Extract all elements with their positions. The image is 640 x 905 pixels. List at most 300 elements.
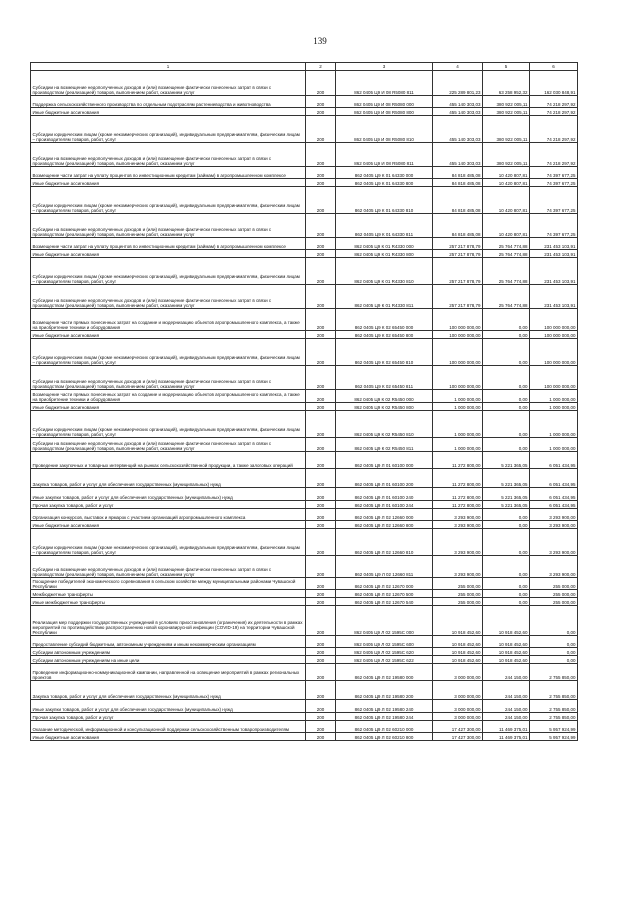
row-value-cell: 100 000 000,00 bbox=[433, 331, 483, 339]
table-row bbox=[31, 700, 578, 713]
row-value-cell: 3 293 900,00 bbox=[433, 521, 483, 529]
row-value-cell: 5 221 365,05 bbox=[483, 452, 530, 469]
table-row bbox=[31, 116, 578, 143]
row-code-cell: 200 bbox=[306, 71, 336, 96]
row-code-cell: 200 bbox=[306, 179, 336, 187]
row-value-cell: 10 918 452,60 bbox=[433, 648, 483, 656]
row-value-cell: 3 293 900,00 bbox=[433, 529, 483, 556]
table-row bbox=[31, 411, 578, 438]
row-kbk-cell: 862 0405 Ц9 Л 02 60210 800 bbox=[336, 733, 433, 741]
row-value-cell: 84 818 485,08 bbox=[433, 214, 483, 238]
table-row bbox=[31, 309, 578, 331]
row-value-cell: 100 000 000,00 bbox=[433, 309, 483, 331]
row-name-cell: Реализация мер поддержки государственных учреждений в условиях приостановления (ограничения) их деятельности в рамках мероприятий по противодействию распространению новой коронавирусной инфекции (COVID-19) на территории Чувашской Республики bbox=[31, 606, 306, 636]
table-row bbox=[31, 681, 578, 700]
row-value-cell: 255 000,00 bbox=[433, 590, 483, 598]
row-value-cell: 162 030 848,91 bbox=[530, 71, 578, 96]
row-kbk-cell: 862 0405 Ц9 К 01 64330 000 bbox=[336, 167, 433, 179]
row-name-cell: Субсидии юридическим лицам (кроме некоммерческих организаций), индивидуальным предпринимателям, физическим лицам – производителям товаров, работ, услуг bbox=[31, 529, 306, 556]
row-value-cell: 1 000 000,00 bbox=[530, 411, 578, 438]
row-code-cell: 200 bbox=[306, 521, 336, 529]
row-kbk-cell: 862 0405 Ц9 Л 02 12660 800 bbox=[336, 521, 433, 529]
row-name-cell: Субсидии юридическим лицам (кроме некоммерческих организаций), индивидуальным предпринимателям, физическим лицам – производителям товаров, работ, услуг bbox=[31, 339, 306, 366]
row-value-cell: 3 000 000,00 bbox=[433, 700, 483, 713]
row-value-cell: 25 764 774,88 bbox=[483, 238, 530, 250]
row-kbk-cell: 862 0405 Ц9 Л 02 12670 000 bbox=[336, 578, 433, 590]
row-value-cell: 10 918 452,60 bbox=[483, 606, 530, 636]
row-value-cell: 11 272 800,00 bbox=[433, 488, 483, 501]
row-value-cell: 0,00 bbox=[530, 648, 578, 656]
column-header: 1 bbox=[31, 63, 306, 71]
row-value-cell: 74 218 297,92 bbox=[530, 143, 578, 167]
row-kbk-cell: 862 0405 Ц9 И 08 R5080 000 bbox=[336, 96, 433, 108]
row-name-cell: Субсидии на возмещение недополученных доходов и (или) возмещение фактически понесенных затрат в связи с производством (реализацией) товаров, выполнением работ, оказанием услуг bbox=[31, 214, 306, 238]
table-row bbox=[31, 590, 578, 598]
row-code-cell: 200 bbox=[306, 285, 336, 309]
row-value-cell: 17 427 300,00 bbox=[433, 721, 483, 733]
row-value-cell: 100 000 000,00 bbox=[530, 331, 578, 339]
row-name-cell: Оказание методической, информационной и консультационной поддержки сельскохозяйственным товаропроизводителям bbox=[31, 721, 306, 733]
row-value-cell: 244 150,00 bbox=[483, 681, 530, 700]
row-value-cell: 0,00 bbox=[483, 521, 530, 529]
row-code-cell: 200 bbox=[306, 403, 336, 411]
row-code-cell: 200 bbox=[306, 214, 336, 238]
row-value-cell: 0,00 bbox=[483, 438, 530, 452]
row-kbk-cell: 862 0405 Ц9 И 08 R5080 800 bbox=[336, 108, 433, 116]
row-code-cell: 200 bbox=[306, 116, 336, 143]
row-name-cell: Субсидии юридическим лицам (кроме некоммерческих организаций), индивидуальным предпринимателям, физическим лицам – производителям товаров, работ, услуг bbox=[31, 187, 306, 214]
row-name-cell: Иные бюджетные ассигнования bbox=[31, 331, 306, 339]
row-value-cell: 0,00 bbox=[483, 411, 530, 438]
table-row bbox=[31, 556, 578, 578]
table-row bbox=[31, 606, 578, 636]
column-header: 6 bbox=[530, 63, 578, 71]
table-row bbox=[31, 143, 578, 167]
row-name-cell: Межбюджетные трансферты bbox=[31, 590, 306, 598]
row-value-cell: 455 140 303,03 bbox=[433, 116, 483, 143]
table-row bbox=[31, 238, 578, 250]
table-row bbox=[31, 578, 578, 590]
row-value-cell: 255 000,00 bbox=[530, 578, 578, 590]
row-name-cell: Субсидии на возмещение недополученных доходов и (или) возмещение фактически понесенных затрат в связи с производством (реализацией) товаров, выполнением работ, оказанием услуг bbox=[31, 71, 306, 96]
row-value-cell: 84 818 485,08 bbox=[433, 187, 483, 214]
row-kbk-cell: 862 0405 Ц9 К 02 65450 811 bbox=[336, 366, 433, 390]
row-value-cell: 231 453 103,91 bbox=[530, 250, 578, 258]
row-value-cell: 25 764 774,88 bbox=[483, 285, 530, 309]
row-value-cell: 1 000 000,00 bbox=[433, 438, 483, 452]
row-name-cell: Иные бюджетные ассигнования bbox=[31, 179, 306, 187]
row-code-cell: 200 bbox=[306, 143, 336, 167]
row-name-cell: Иные бюджетные ассигнования bbox=[31, 250, 306, 258]
row-kbk-cell: 862 0405 Ц9 К 02 65450 810 bbox=[336, 339, 433, 366]
row-code-cell: 200 bbox=[306, 258, 336, 285]
row-name-cell: Проведение информационно-коммуникационной кампании, направленной на освещение мероприятий в рамках региональных проектов bbox=[31, 664, 306, 681]
table-row bbox=[31, 488, 578, 501]
row-code-cell: 200 bbox=[306, 556, 336, 578]
row-value-cell: 455 140 303,03 bbox=[433, 96, 483, 108]
row-value-cell: 5 221 365,05 bbox=[483, 469, 530, 488]
row-value-cell: 74 218 297,92 bbox=[530, 116, 578, 143]
row-value-cell: 10 918 452,60 bbox=[483, 656, 530, 664]
row-name-cell: Субсидии юридическим лицам (кроме некоммерческих организаций), индивидуальным предпринимателям, физическим лицам – производителям товаров, работ, услуг bbox=[31, 258, 306, 285]
row-value-cell: 0,00 bbox=[483, 403, 530, 411]
table-row bbox=[31, 438, 578, 452]
row-value-cell: 0,00 bbox=[483, 366, 530, 390]
budget-table bbox=[30, 62, 578, 741]
row-code-cell: 200 bbox=[306, 590, 336, 598]
row-code-cell: 200 bbox=[306, 713, 336, 721]
row-name-cell: Предоставление субсидий бюджетным, автономным учреждениям и иным некоммерческим организациям bbox=[31, 636, 306, 648]
row-value-cell: 74 218 297,92 bbox=[530, 96, 578, 108]
table-row bbox=[31, 403, 578, 411]
row-value-cell: 255 000,00 bbox=[530, 590, 578, 598]
row-value-cell: 3 293 900,00 bbox=[433, 556, 483, 578]
row-value-cell: 2 755 850,00 bbox=[530, 664, 578, 681]
row-name-cell: Иные межбюджетные трансферты bbox=[31, 598, 306, 606]
table-header-row bbox=[31, 63, 578, 71]
row-value-cell: 380 922 005,11 bbox=[483, 143, 530, 167]
row-code-cell: 200 bbox=[306, 366, 336, 390]
row-name-cell: Субсидии на возмещение недополученных доходов и (или) возмещение фактически понесенных затрат в связи с производством (реализацией) товаров, выполнением работ, оказанием услуг bbox=[31, 366, 306, 390]
row-kbk-cell: 862 0405 Ц9 К 01 R4330 000 bbox=[336, 238, 433, 250]
row-value-cell: 100 000 000,00 bbox=[530, 366, 578, 390]
row-value-cell: 10 420 807,81 bbox=[483, 187, 530, 214]
row-name-cell: Проведение закупочных и товарных интервенций на рынках сельскохозяйственной продукции, а также залоговых операций bbox=[31, 452, 306, 469]
row-code-cell: 200 bbox=[306, 529, 336, 556]
row-kbk-cell: 862 0405 Ц9 Л 02 19580 200 bbox=[336, 681, 433, 700]
row-name-cell: Закупка товаров, работ и услуг для обеспечения государственных (муниципальных) нужд bbox=[31, 469, 306, 488]
row-value-cell: 0,00 bbox=[483, 390, 530, 403]
row-value-cell: 0,00 bbox=[483, 339, 530, 366]
row-value-cell: 257 217 878,79 bbox=[433, 285, 483, 309]
row-kbk-cell: 862 0405 Ц9 И 08 R5080 811 bbox=[336, 143, 433, 167]
table-row bbox=[31, 214, 578, 238]
row-value-cell: 6 051 434,95 bbox=[530, 488, 578, 501]
row-name-cell: Субсидии автономным учреждениям на иные цели bbox=[31, 656, 306, 664]
row-code-cell: 200 bbox=[306, 339, 336, 366]
row-value-cell: 74 397 677,25 bbox=[530, 179, 578, 187]
row-value-cell: 244 150,00 bbox=[483, 713, 530, 721]
row-value-cell: 100 000 000,00 bbox=[433, 366, 483, 390]
row-kbk-cell: 862 0405 Ц9 К 02 65450 000 bbox=[336, 309, 433, 331]
row-value-cell: 0,00 bbox=[483, 590, 530, 598]
row-value-cell: 100 000 000,00 bbox=[530, 339, 578, 366]
row-code-cell: 200 bbox=[306, 598, 336, 606]
row-value-cell: 244 150,00 bbox=[483, 664, 530, 681]
row-code-cell: 200 bbox=[306, 700, 336, 713]
row-value-cell: 6 051 434,95 bbox=[530, 469, 578, 488]
row-code-cell: 200 bbox=[306, 167, 336, 179]
row-kbk-cell: 862 0405 Ц9 К 01 R4330 810 bbox=[336, 258, 433, 285]
row-value-cell: 74 397 677,25 bbox=[530, 187, 578, 214]
row-value-cell: 1 000 000,00 bbox=[530, 390, 578, 403]
row-kbk-cell: 862 0405 Ц9 К 02 65450 800 bbox=[336, 331, 433, 339]
row-value-cell: 0,00 bbox=[530, 636, 578, 648]
table-row bbox=[31, 521, 578, 529]
page-number: 139 bbox=[313, 36, 327, 46]
row-name-cell: Организация конкурсов, выставок и ярмарок с участием организаций агропромышленного комплекса bbox=[31, 509, 306, 521]
row-kbk-cell: 862 0405 Ц9 Л 02 12660 810 bbox=[336, 529, 433, 556]
table-row bbox=[31, 469, 578, 488]
row-kbk-cell: 862 0405 Ц9 Л 02 12660 000 bbox=[336, 509, 433, 521]
row-value-cell: 74 397 677,25 bbox=[530, 167, 578, 179]
row-value-cell: 3 000 000,00 bbox=[433, 664, 483, 681]
table-row bbox=[31, 108, 578, 116]
table-row bbox=[31, 167, 578, 179]
row-code-cell: 200 bbox=[306, 733, 336, 741]
column-header: 3 bbox=[336, 63, 433, 71]
row-value-cell: 1 000 000,00 bbox=[433, 403, 483, 411]
row-value-cell: 455 140 303,03 bbox=[433, 143, 483, 167]
row-code-cell: 200 bbox=[306, 411, 336, 438]
row-value-cell: 231 453 103,91 bbox=[530, 238, 578, 250]
row-kbk-cell: 862 0405 Ц9 Л 01 60100 244 bbox=[336, 501, 433, 509]
row-kbk-cell: 862 0405 Ц9 К 01 R4330 800 bbox=[336, 250, 433, 258]
table-row bbox=[31, 721, 578, 733]
row-value-cell: 10 918 452,60 bbox=[433, 636, 483, 648]
row-value-cell: 5 221 365,05 bbox=[483, 488, 530, 501]
row-code-cell: 200 bbox=[306, 250, 336, 258]
row-name-cell: Возмещение части затрат на уплату процентов по инвестиционным кредитам (займам) в агропромышленном комплексе bbox=[31, 238, 306, 250]
row-value-cell: 17 427 300,00 bbox=[433, 733, 483, 741]
row-value-cell: 257 217 878,79 bbox=[433, 238, 483, 250]
row-value-cell: 2 755 850,00 bbox=[530, 681, 578, 700]
row-name-cell: Иные бюджетные ассигнования bbox=[31, 108, 306, 116]
row-name-cell: Иные закупки товаров, работ и услуг для обеспечения государственных (муниципальных) нужд bbox=[31, 488, 306, 501]
row-kbk-cell: 862 0405 Ц9 Л 01 60100 240 bbox=[336, 488, 433, 501]
row-kbk-cell: 862 0405 Ц9 Л 02 1595C 622 bbox=[336, 656, 433, 664]
row-value-cell: 11 272 800,00 bbox=[433, 501, 483, 509]
row-kbk-cell: 862 0405 Ц9 Л 02 12670 540 bbox=[336, 598, 433, 606]
row-name-cell: Субсидии на возмещение недополученных доходов и (или) возмещение фактически понесенных затрат в связи с производством (реализацией) товаров, выполнением работ, оказанием услуг bbox=[31, 143, 306, 167]
row-value-cell: 257 217 878,79 bbox=[433, 258, 483, 285]
row-value-cell: 1 000 000,00 bbox=[530, 438, 578, 452]
row-value-cell: 63 258 952,32 bbox=[483, 71, 530, 96]
row-kbk-cell: 862 0405 Ц9 К 01 64330 800 bbox=[336, 179, 433, 187]
row-kbk-cell: 862 0405 Ц9 Л 02 12660 811 bbox=[336, 556, 433, 578]
row-value-cell: 5 221 365,05 bbox=[483, 501, 530, 509]
row-value-cell: 11 469 375,01 bbox=[483, 733, 530, 741]
row-value-cell: 1 000 000,00 bbox=[433, 411, 483, 438]
table-row bbox=[31, 733, 578, 741]
row-value-cell: 5 957 924,99 bbox=[530, 721, 578, 733]
row-kbk-cell: 862 0405 Ц9 К 01 64330 811 bbox=[336, 214, 433, 238]
row-name-cell: Прочая закупка товаров, работ и услуг bbox=[31, 713, 306, 721]
row-value-cell: 2 755 850,00 bbox=[530, 713, 578, 721]
table-row bbox=[31, 366, 578, 390]
row-value-cell: 3 293 900,00 bbox=[433, 509, 483, 521]
row-code-cell: 200 bbox=[306, 96, 336, 108]
table-row bbox=[31, 664, 578, 681]
row-kbk-cell: 862 0405 Ц9 Л 02 1595C 620 bbox=[336, 648, 433, 656]
row-value-cell: 255 000,00 bbox=[433, 578, 483, 590]
row-value-cell: 0,00 bbox=[483, 578, 530, 590]
column-header: 4 bbox=[433, 63, 483, 71]
row-kbk-cell: 862 0405 Ц9 И 08 R5080 811 bbox=[336, 71, 433, 96]
row-value-cell: 255 000,00 bbox=[433, 598, 483, 606]
row-value-cell: 0,00 bbox=[483, 331, 530, 339]
row-name-cell: Возмещение части прямых понесенных затрат на создание и модернизацию объектов агропромышленного комплекса, а также на приобретение техники и оборудования bbox=[31, 390, 306, 403]
row-value-cell: 6 051 434,95 bbox=[530, 501, 578, 509]
row-value-cell: 0,00 bbox=[483, 309, 530, 331]
table-row bbox=[31, 250, 578, 258]
row-kbk-cell: 862 0405 Ц9 Л 02 60210 000 bbox=[336, 721, 433, 733]
row-value-cell: 3 293 900,00 bbox=[530, 556, 578, 578]
row-kbk-cell: 862 0405 Ц9 К 02 R5450 811 bbox=[336, 438, 433, 452]
row-value-cell: 84 818 485,08 bbox=[433, 167, 483, 179]
row-kbk-cell: 862 0405 Ц9 К 02 R5450 800 bbox=[336, 403, 433, 411]
row-code-cell: 200 bbox=[306, 390, 336, 403]
row-value-cell: 257 217 878,79 bbox=[433, 250, 483, 258]
row-kbk-cell: 862 0405 Ц9 К 02 R5450 000 bbox=[336, 390, 433, 403]
row-value-cell: 3 000 000,00 bbox=[433, 681, 483, 700]
row-kbk-cell: 862 0405 Ц9 Л 02 19580 244 bbox=[336, 713, 433, 721]
row-code-cell: 200 bbox=[306, 438, 336, 452]
table-row bbox=[31, 179, 578, 187]
row-value-cell: 10 918 452,60 bbox=[483, 648, 530, 656]
row-name-cell: Закупка товаров, работ и услуг для обеспечения государственных (муниципальных) нужд bbox=[31, 681, 306, 700]
table-row bbox=[31, 187, 578, 214]
row-value-cell: 100 000 000,00 bbox=[433, 339, 483, 366]
row-value-cell: 11 469 375,01 bbox=[483, 721, 530, 733]
row-value-cell: 10 420 807,81 bbox=[483, 179, 530, 187]
row-value-cell: 231 453 103,91 bbox=[530, 258, 578, 285]
row-kbk-cell: 862 0405 Ц9 Л 01 60100 000 bbox=[336, 452, 433, 469]
column-header: 2 bbox=[306, 63, 336, 71]
row-value-cell: 10 918 452,60 bbox=[433, 606, 483, 636]
row-kbk-cell: 862 0405 Ц9 Л 02 19580 000 bbox=[336, 664, 433, 681]
table-row bbox=[31, 713, 578, 721]
table-row bbox=[31, 636, 578, 648]
row-value-cell: 100 000 000,00 bbox=[530, 309, 578, 331]
row-code-cell: 200 bbox=[306, 488, 336, 501]
row-value-cell: 244 150,00 bbox=[483, 700, 530, 713]
table-row bbox=[31, 501, 578, 509]
table-row bbox=[31, 509, 578, 521]
row-value-cell: 11 272 800,00 bbox=[433, 452, 483, 469]
row-code-cell: 200 bbox=[306, 238, 336, 250]
row-value-cell: 74 218 297,92 bbox=[530, 108, 578, 116]
row-value-cell: 0,00 bbox=[530, 656, 578, 664]
row-name-cell: Субсидии автономным учреждениям bbox=[31, 648, 306, 656]
row-value-cell: 0,00 bbox=[483, 556, 530, 578]
row-code-cell: 200 bbox=[306, 648, 336, 656]
row-value-cell: 10 420 807,81 bbox=[483, 167, 530, 179]
row-value-cell: 380 922 005,11 bbox=[483, 116, 530, 143]
row-name-cell: Возмещение части затрат на уплату процентов по инвестиционным кредитам (займам) в агропромышленном комплексе bbox=[31, 167, 306, 179]
row-value-cell: 84 818 485,08 bbox=[433, 179, 483, 187]
row-code-cell: 200 bbox=[306, 469, 336, 488]
row-value-cell: 3 293 900,00 bbox=[530, 521, 578, 529]
row-name-cell: Иные бюджетные ассигнования bbox=[31, 521, 306, 529]
table-row bbox=[31, 598, 578, 606]
row-name-cell: Прочая закупка товаров, работ и услуг bbox=[31, 501, 306, 509]
row-value-cell: 6 051 434,95 bbox=[530, 452, 578, 469]
row-value-cell: 0,00 bbox=[483, 529, 530, 556]
row-value-cell: 3 293 900,00 bbox=[530, 509, 578, 521]
row-name-cell: Иные бюджетные ассигнования bbox=[31, 403, 306, 411]
row-code-cell: 200 bbox=[306, 187, 336, 214]
row-code-cell: 200 bbox=[306, 578, 336, 590]
row-code-cell: 200 bbox=[306, 606, 336, 636]
row-code-cell: 200 bbox=[306, 309, 336, 331]
row-code-cell: 200 bbox=[306, 636, 336, 648]
row-kbk-cell: 862 0405 Ц9 И 08 R5080 810 bbox=[336, 116, 433, 143]
row-value-cell: 225 289 801,23 bbox=[433, 71, 483, 96]
row-code-cell: 200 bbox=[306, 656, 336, 664]
row-code-cell: 200 bbox=[306, 721, 336, 733]
table-row bbox=[31, 71, 578, 96]
row-value-cell: 25 764 774,88 bbox=[483, 258, 530, 285]
row-code-cell: 200 bbox=[306, 452, 336, 469]
row-value-cell: 3 293 900,00 bbox=[530, 529, 578, 556]
row-value-cell: 255 000,00 bbox=[530, 598, 578, 606]
row-value-cell: 10 918 452,60 bbox=[483, 636, 530, 648]
row-kbk-cell: 862 0405 Ц9 Л 01 60100 200 bbox=[336, 469, 433, 488]
table-row bbox=[31, 339, 578, 366]
row-kbk-cell: 862 0405 Ц9 Л 02 1595C 600 bbox=[336, 636, 433, 648]
row-code-cell: 200 bbox=[306, 331, 336, 339]
row-name-cell: Поддержка сельскохозяйственного производства по отдельным подотраслям растениеводства и животноводства bbox=[31, 96, 306, 108]
table-row bbox=[31, 331, 578, 339]
table-row bbox=[31, 529, 578, 556]
row-name-cell: Субсидии на возмещение недополученных доходов и (или) возмещение фактически понесенных затрат в связи с производством (реализацией) товаров, выполнением работ, оказанием услуг bbox=[31, 556, 306, 578]
table-row bbox=[31, 390, 578, 403]
row-value-cell: 231 453 103,91 bbox=[530, 285, 578, 309]
table-row bbox=[31, 452, 578, 469]
row-value-cell: 3 000 000,00 bbox=[433, 713, 483, 721]
row-value-cell: 1 000 000,00 bbox=[530, 403, 578, 411]
row-name-cell: Возмещение части прямых понесенных затрат на создание и модернизацию объектов агропромышленного комплекса, а также на приобретение техники и оборудования bbox=[31, 309, 306, 331]
row-value-cell: 74 397 677,25 bbox=[530, 214, 578, 238]
row-value-cell: 0,00 bbox=[530, 606, 578, 636]
table-row bbox=[31, 656, 578, 664]
row-value-cell: 0,00 bbox=[483, 598, 530, 606]
column-header: 5 bbox=[483, 63, 530, 71]
row-value-cell: 380 922 005,11 bbox=[483, 108, 530, 116]
row-value-cell: 11 272 800,00 bbox=[433, 469, 483, 488]
table-row bbox=[31, 96, 578, 108]
row-value-cell: 380 922 005,11 bbox=[483, 96, 530, 108]
table-row bbox=[31, 648, 578, 656]
row-code-cell: 200 bbox=[306, 108, 336, 116]
row-value-cell: 25 764 774,88 bbox=[483, 250, 530, 258]
row-name-cell: Иные закупки товаров, работ и услуг для обеспечения государственных (муниципальных) нужд bbox=[31, 700, 306, 713]
row-kbk-cell: 862 0405 Ц9 Л 02 19580 240 bbox=[336, 700, 433, 713]
row-kbk-cell: 862 0405 Ц9 К 01 R4330 811 bbox=[336, 285, 433, 309]
row-name-cell: Субсидии на возмещение недополученных доходов и (или) возмещение фактически понесенных затрат в связи с производством (реализацией) товаров, выполнением работ, оказанием услуг bbox=[31, 285, 306, 309]
table-row bbox=[31, 285, 578, 309]
row-value-cell: 10 420 807,81 bbox=[483, 214, 530, 238]
row-code-cell: 200 bbox=[306, 501, 336, 509]
row-name-cell: Поощрение победителей экономического соревнования в сельском хозяйстве между муниципальными районами Чувашской Республики bbox=[31, 578, 306, 590]
row-value-cell: 0,00 bbox=[483, 509, 530, 521]
row-value-cell: 10 918 452,60 bbox=[433, 656, 483, 664]
row-code-cell: 200 bbox=[306, 664, 336, 681]
row-kbk-cell: 862 0405 Ц9 Л 02 1595C 000 bbox=[336, 606, 433, 636]
row-value-cell: 2 755 850,00 bbox=[530, 700, 578, 713]
table-row bbox=[31, 258, 578, 285]
row-value-cell: 1 000 000,00 bbox=[433, 390, 483, 403]
row-name-cell: Субсидии на возмещение недополученных доходов и (или) возмещение фактически понесенных затрат в связи с производством (реализацией) товаров, выполнением работ, оказанием услуг bbox=[31, 438, 306, 452]
row-kbk-cell: 862 0405 Ц9 К 01 64330 810 bbox=[336, 187, 433, 214]
row-value-cell: 455 140 303,03 bbox=[433, 108, 483, 116]
row-value-cell: 5 957 924,99 bbox=[530, 733, 578, 741]
row-code-cell: 200 bbox=[306, 509, 336, 521]
row-name-cell: Субсидии юридическим лицам (кроме некоммерческих организаций), индивидуальным предпринимателям, физическим лицам – производителям товаров, работ, услуг bbox=[31, 116, 306, 143]
row-name-cell: Иные бюджетные ассигнования bbox=[31, 733, 306, 741]
row-kbk-cell: 862 0405 Ц9 Л 02 12670 500 bbox=[336, 590, 433, 598]
